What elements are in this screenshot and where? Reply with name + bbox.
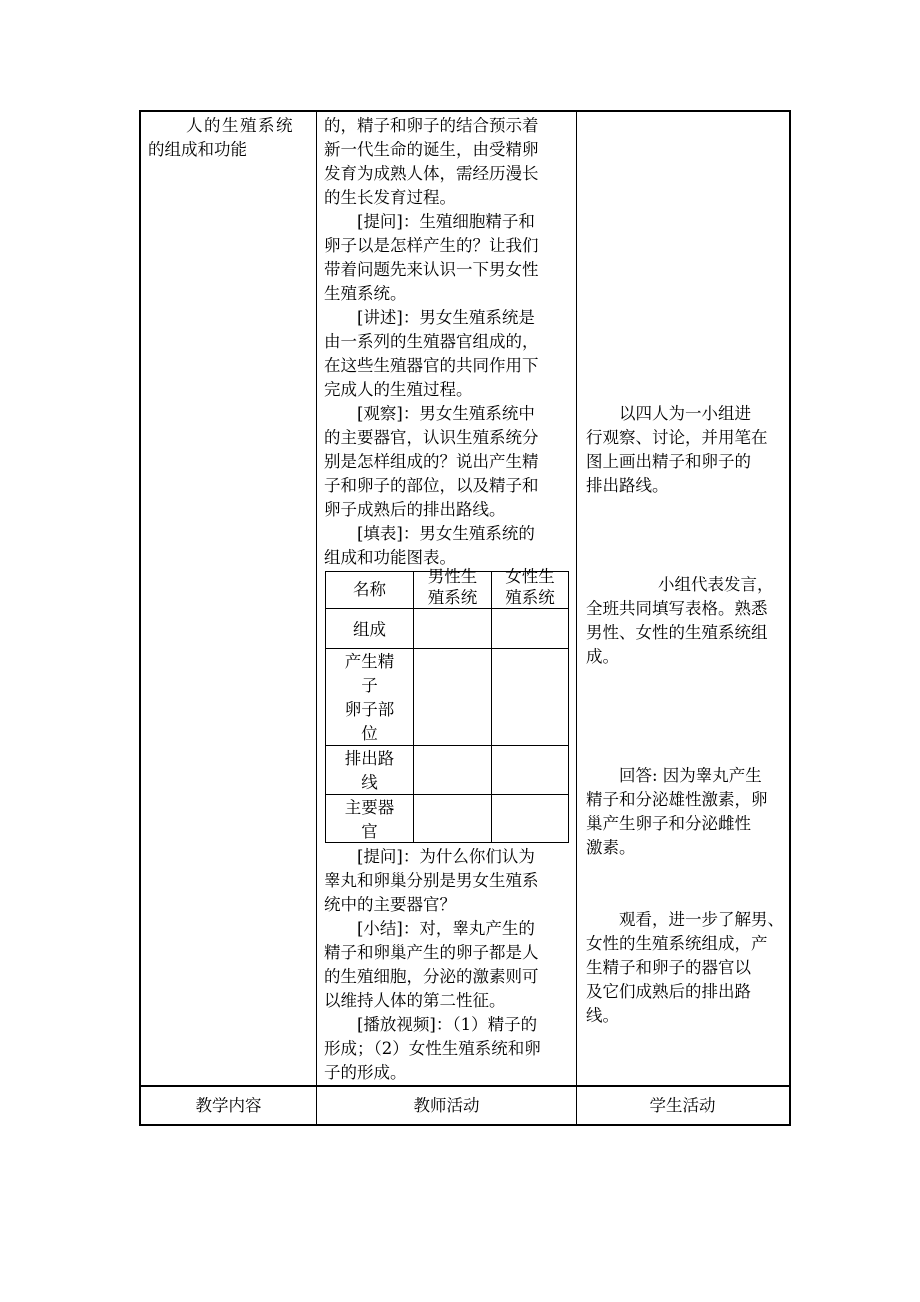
chart-border bbox=[568, 571, 569, 843]
narration-line: 由一系列的生殖器官组成的， bbox=[324, 332, 539, 351]
observation-line: [观察]：男女生殖系统中 bbox=[357, 404, 535, 423]
column-divider-2 bbox=[576, 110, 577, 1126]
question-line: 生殖系统。 bbox=[324, 284, 407, 303]
header-teacher-activity: 教师活动 bbox=[413, 1096, 480, 1115]
student-line: 巢产生卵子和分泌雌性 bbox=[586, 814, 751, 833]
topic-line: 的组成和功能 bbox=[148, 140, 247, 159]
video-line: 子的形成。 bbox=[324, 1063, 407, 1082]
intro-line: 的生长发育过程。 bbox=[324, 188, 456, 207]
video-line: [播放视频]：（1）精子的 bbox=[357, 1015, 538, 1034]
narration-line: 在这些生殖器官的共同作用下 bbox=[324, 356, 539, 375]
table-border-left bbox=[139, 110, 141, 1126]
student-line: 观看，进一步了解男、 bbox=[619, 910, 784, 929]
question-line: 统中的主要器官？ bbox=[324, 895, 456, 914]
student-line: 图上画出精子和卵子的 bbox=[586, 452, 751, 471]
chart-header-female: 女性生 殖系统 bbox=[505, 567, 555, 607]
chart-border bbox=[491, 571, 492, 843]
student-activity-discuss bbox=[586, 573, 786, 669]
fill-table-line: 组成和功能图表。 bbox=[324, 548, 456, 567]
question-line: 睾丸和卵巢分别是男女生殖系 bbox=[324, 871, 539, 890]
summary-line: [小结]：对，睾丸产生的 bbox=[357, 919, 535, 938]
chart-border bbox=[325, 608, 569, 609]
narration-line: 完成人的生殖过程。 bbox=[324, 380, 473, 399]
student-line: 行观察、讨论，并用笔在 bbox=[586, 428, 768, 447]
student-activity-observe bbox=[586, 402, 786, 498]
table-border-bottom bbox=[139, 1124, 791, 1126]
observation-line: 卵子成熟后的排出路线。 bbox=[324, 500, 506, 519]
question-line: 带着问题先来认识一下男女性 bbox=[324, 260, 539, 279]
intro-line: 的，精子和卵子的结合预示着 bbox=[324, 116, 539, 135]
student-line: 排出路线。 bbox=[586, 476, 669, 495]
student-line: 男性、女性的生殖系统组 bbox=[586, 623, 768, 642]
intro-line: 发育为成熟人体，需经历漫长 bbox=[324, 164, 539, 183]
header-student-activity: 学生活动 bbox=[649, 1096, 716, 1115]
question-line: 卵子以是怎样产生的？让我们 bbox=[324, 236, 539, 255]
student-line: 回答: 因为睾丸产生 bbox=[619, 766, 762, 785]
table-border-right bbox=[789, 110, 791, 1126]
chart-header-male: 男性生 殖系统 bbox=[427, 567, 478, 607]
observation-line: 别是怎样组成的？说出产生精 bbox=[324, 452, 539, 471]
summary-line: 精子和卵巢产生的卵子都是人 bbox=[324, 943, 539, 962]
teacher-activity-cell-lower bbox=[324, 845, 574, 1085]
student-line: 精子和分泌雄性激素，卵 bbox=[586, 790, 768, 809]
student-line: 全班共同填写表格。熟悉 bbox=[586, 599, 768, 618]
reproductive-system-chart bbox=[325, 567, 569, 843]
student-activity-watch bbox=[586, 908, 786, 1028]
chart-header-name: 名称 bbox=[353, 580, 386, 599]
topic-line: 人的生殖系统 bbox=[186, 116, 294, 135]
header-teaching-content: 教学内容 bbox=[195, 1096, 262, 1115]
topic-cell bbox=[148, 114, 314, 162]
fill-table-line: [填表]：男女生殖系统的 bbox=[357, 524, 535, 543]
column-divider-1 bbox=[316, 110, 317, 1126]
chart-row-label: 排出路 线 bbox=[344, 749, 395, 792]
summary-line: 的生殖细胞，分泌的激素则可 bbox=[324, 967, 539, 986]
student-line: 女性的生殖系统组成，产 bbox=[586, 934, 768, 953]
question-line: [提问]：为什么你们认为 bbox=[357, 847, 535, 866]
student-line: 小组代表发言， bbox=[658, 575, 774, 594]
observation-line: 的主要器官，认识生殖系统分 bbox=[324, 428, 539, 447]
chart-border bbox=[413, 571, 414, 843]
student-line: 线。 bbox=[586, 1006, 619, 1025]
narration-line: [讲述]：男女生殖系统是 bbox=[357, 308, 535, 327]
teacher-activity-cell bbox=[324, 114, 574, 570]
student-activity-answer bbox=[586, 764, 786, 860]
chart-border bbox=[325, 648, 569, 649]
student-line: 成。 bbox=[586, 647, 619, 666]
student-line: 以四人为一小组进 bbox=[619, 404, 751, 423]
chart-row-label: 产生精 子 卵子部 位 bbox=[344, 652, 395, 743]
student-line: 生精子和卵子的器官以 bbox=[586, 958, 751, 977]
student-line: 激素。 bbox=[586, 838, 636, 857]
video-line: 形成；（2）女性生殖系统和卵 bbox=[324, 1039, 541, 1058]
summary-line: 以维持人体的第二性征。 bbox=[324, 991, 506, 1010]
intro-line: 新一代生命的诞生，由受精卵 bbox=[324, 140, 539, 159]
table-border-top bbox=[139, 110, 791, 112]
student-line: 及它们成熟后的排出路 bbox=[586, 982, 751, 1001]
question-line: [提问]：生殖细胞精子和 bbox=[357, 212, 535, 231]
chart-row-label: 组成 bbox=[353, 620, 386, 639]
header-row-divider bbox=[139, 1085, 791, 1087]
chart-row-label: 主要器 官 bbox=[344, 798, 395, 841]
observation-line: 子和卵子的部位，以及精子和 bbox=[324, 476, 539, 495]
